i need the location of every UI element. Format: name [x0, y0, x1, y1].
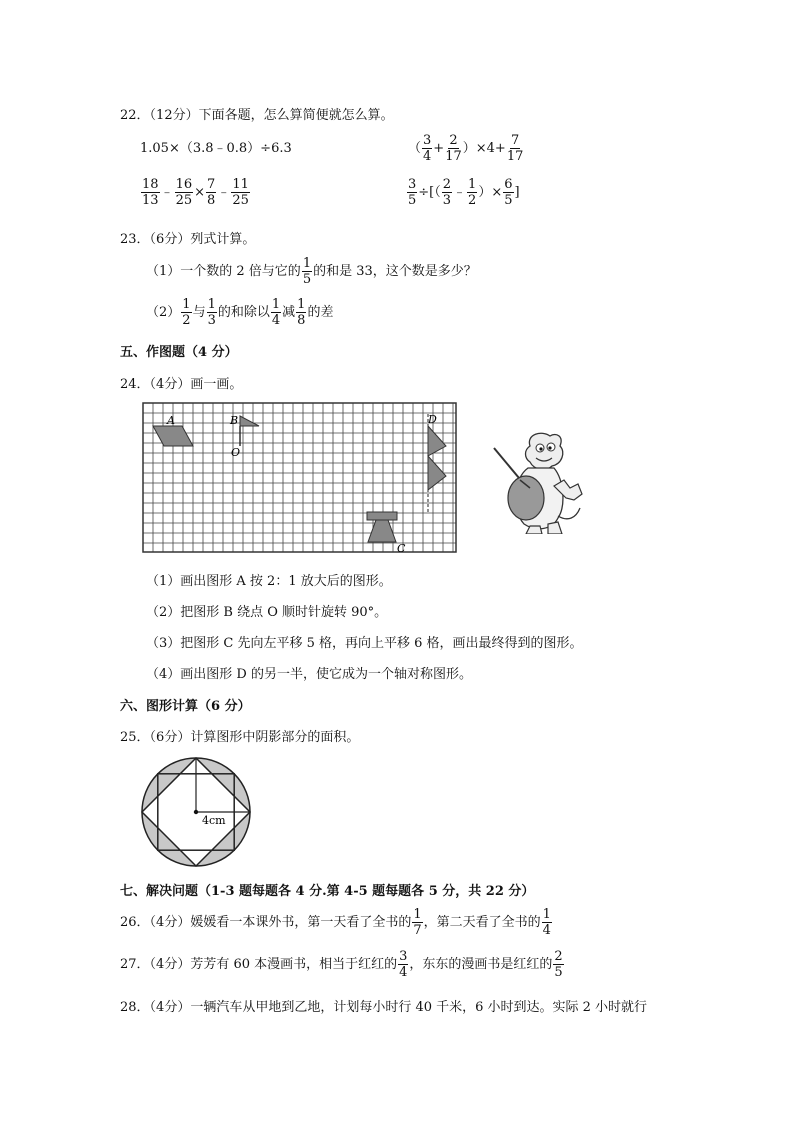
- section-7-title: 七、解决问题（1-3 题每题各 4 分.第 4-5 题每题各 5 分，共 22 分）: [120, 884, 535, 899]
- q22-expr-2: （ $\frac{3}{4}$ + $\frac{2}{17}$ ）×4+ $\frac{7}{17}$: [408, 133, 524, 164]
- label-a: A: [167, 414, 175, 427]
- q24-item-2: （2）把图形 B 绕点 O 顺时针旋转 90°。: [146, 605, 388, 620]
- q22-heading: 22．（12分）下面各题，怎么算简便就怎么算。: [120, 108, 394, 123]
- q27-text: 27．（4分）芳芳有 60 本漫画书，相当于红红的 $\frac{3}{4}$ ，东东的漫画书是红红的 $\frac{2}{5}$: [120, 949, 563, 980]
- q22-expr-4: $\frac{3}{5}$ ÷[（ $\frac{2}{3}$ ﹣ $\frac{1}{2}$ ）× $\frac{6}{5}$ ]: [408, 177, 520, 208]
- q25-heading: 25．（6分）计算图形中阴影部分的面积。: [120, 730, 360, 745]
- q23-part-1: （1）一个数的 2 倍与它的 $\frac{1}{5}$ 的和是 33，这个数是多少？: [146, 256, 477, 287]
- q22-expr-3: $\frac{18}{13}$ ﹣ $\frac{16}{25}$ × $\frac{7}{8}$ ﹣ $\frac{11}{25}$: [142, 177, 249, 208]
- q25-dimension-label: 4cm: [202, 814, 226, 827]
- label-c: C: [397, 542, 406, 555]
- shape-c-top: [367, 512, 397, 520]
- q24-item-4: （4）画出图形 D 的另一半，使它成为一个轴对称图形。: [146, 667, 472, 682]
- q26-text: 26．（4分）媛媛看一本课外书，第一天看了全书的 $\frac{1}{7}$ ，第二天看了全书的 $\frac{1}{4}$: [120, 907, 551, 938]
- label-d: D: [428, 413, 437, 426]
- section-6-title: 六、图形计算（6 分）: [120, 699, 251, 714]
- q23-part-2: （2） $\frac{1}{2}$ 与 $\frac{1}{3}$ 的和除以 $\frac{1}{4}$ 减 $\frac{1}{8}$ 的差: [146, 297, 334, 328]
- q24-heading: 24．（4分）画一画。: [120, 377, 243, 392]
- section-5-title: 五、作图题（4 分）: [120, 345, 238, 360]
- q22-expr-1: 1.05×（3.8﹣0.8）÷6.3: [140, 141, 292, 156]
- label-b: B: [230, 414, 239, 427]
- q24-item-3: （3）把图形 C 先向左平移 5 格，再向上平移 6 格，画出最终得到的图形。: [146, 636, 583, 651]
- dinosaur-cartoon: [490, 428, 590, 534]
- q24-grid-figure: [142, 402, 460, 556]
- q23-heading: 23．（6分）列式计算。: [120, 232, 256, 247]
- q28-text: 28．（4分）一辆汽车从甲地到乙地，计划每小时行 40 千米，6 小时到达。实际 2 小时就行: [120, 1000, 648, 1015]
- shape-b: [240, 416, 259, 426]
- label-o: O: [231, 446, 241, 459]
- q25-circle-figure: [140, 756, 252, 868]
- q24-item-1: （1）画出图形 A 按 2：1 放大后的图形。: [146, 574, 392, 589]
